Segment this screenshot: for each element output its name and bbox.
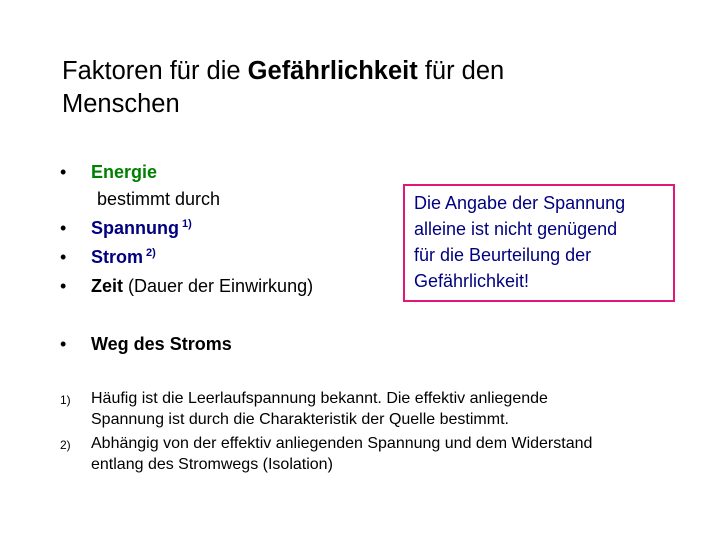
bullet-strom: • bbox=[60, 247, 67, 267]
spannung-footnote-ref: 1) bbox=[182, 218, 192, 230]
item-zeit bbox=[91, 275, 313, 297]
item-spannung bbox=[91, 217, 192, 242]
footnote-1-text bbox=[91, 388, 701, 430]
bullet-weg: • bbox=[60, 334, 67, 354]
item-energie: Energie bbox=[91, 162, 158, 182]
zeit-bold: Zeit bbox=[91, 276, 124, 296]
item-strom bbox=[91, 246, 156, 271]
bullet-spannung: • bbox=[60, 218, 67, 238]
bullet-energie: • bbox=[60, 162, 67, 182]
item-weg: Weg des Stroms bbox=[91, 334, 232, 354]
spannung-label: Spannung bbox=[91, 218, 179, 238]
strom-label: Strom bbox=[91, 247, 144, 267]
footnote-2-text bbox=[91, 433, 701, 475]
footnote-1-line1: Häufig ist die Leerlaufspannung bekannt. Die effektiv anliegende bbox=[91, 390, 548, 407]
title-prefix: Faktoren für die bbox=[62, 57, 248, 85]
item-bestimmt: bestimmt durch bbox=[97, 189, 221, 209]
box-line1: Die Angabe der Spannung bbox=[414, 193, 626, 213]
footnote-2-number: 2) bbox=[60, 438, 71, 452]
box-line3: für die Beurteilung der bbox=[414, 245, 592, 265]
title-bold: Gefährlichkeit bbox=[247, 57, 418, 85]
slide-title bbox=[62, 55, 662, 121]
footnote-1-number: 1) bbox=[60, 393, 71, 407]
note-box bbox=[403, 184, 675, 302]
box-line4: Gefährlichkeit! bbox=[414, 271, 530, 291]
title-line2: Menschen bbox=[62, 90, 180, 118]
box-line2: alleine ist nicht genügend bbox=[414, 219, 618, 239]
footnote-1-line2: Spannung ist durch die Charakteristik der Quelle bestimmt. bbox=[91, 411, 509, 428]
title-suffix: für den bbox=[417, 57, 505, 85]
zeit-rest: (Dauer der Einwirkung) bbox=[123, 276, 314, 296]
strom-footnote-ref: 2) bbox=[146, 247, 156, 259]
footnote-2-line1: Abhängig von der effektiv anliegenden Spannung und dem Widerstand bbox=[91, 435, 593, 452]
bullet-zeit: • bbox=[60, 276, 67, 296]
footnote-2-line2: entlang des Stromwegs (Isolation) bbox=[91, 456, 333, 473]
